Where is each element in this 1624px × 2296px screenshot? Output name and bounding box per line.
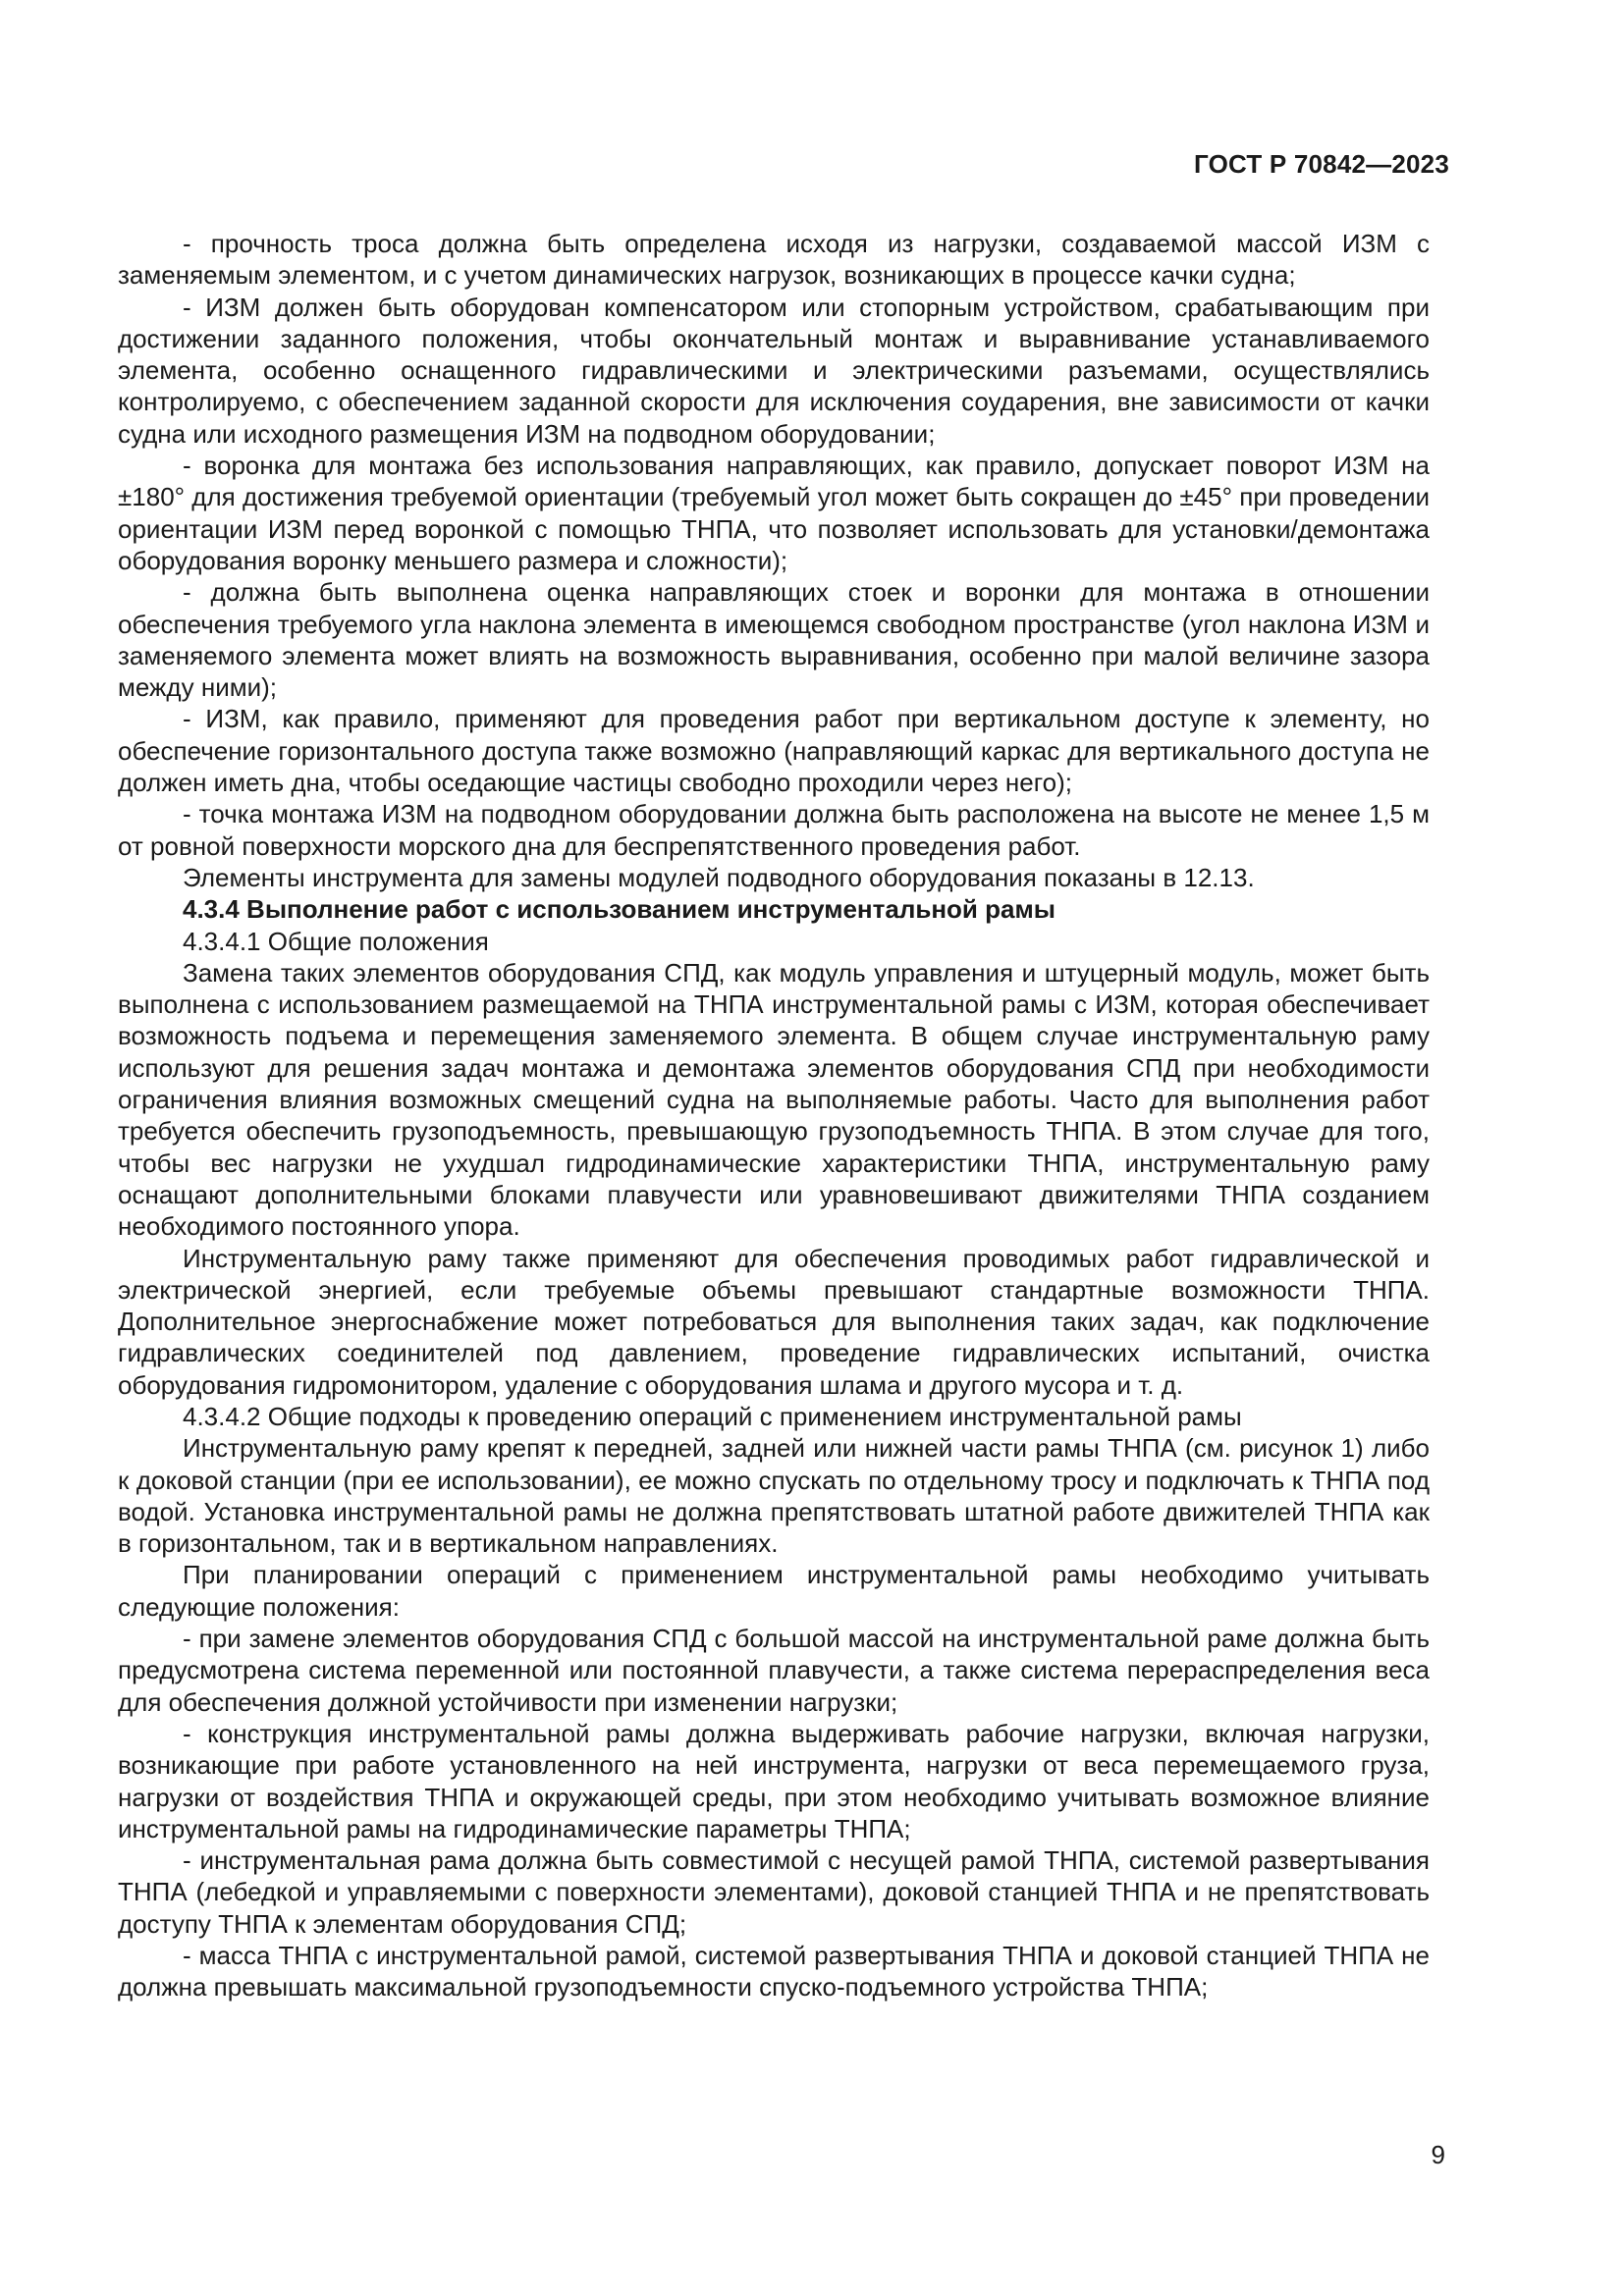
- paragraph: Элементы инструмента для замены модулей подводного оборудования показаны в 12.13.: [183, 862, 1255, 892]
- paragraph: - точка монтажа ИЗМ на подводном оборудовании должна быть расположена на высоте не менее 1,5 м от ровной поверхности морского дна для беспрепятственного проведения работ.: [118, 799, 1430, 861]
- paragraph: - должна быть выполнена оценка направляющих стоек и воронки для монтажа в отношении обеспечения требуемого угла наклона элемента в имеющемся свободном пространстве (угол наклона ИЗМ и заменяемого элемента может влиять на возможность выравнивания, особенно при малой величине зазора между ними);: [118, 577, 1430, 703]
- document-body: [118, 228, 1430, 2003]
- subsection-title: 4.3.4.2 Общие подходы к проведению операций с применением инструментальной рамы: [183, 1401, 1242, 1431]
- paragraph: Инструментальную раму также применяют для обеспечения проводимых работ гидравлической и электрической энергией, если требуемые объемы превышают стандартные возможности ТНПА. Дополнительное энергоснабжение может потребоваться для выполнения таких задач, как подключение гидравлических соединителей под давлением, проведение гидравлических испытаний, очистка оборудования гидромонитором, удаление с оборудования шлама и другого мусора и т. д.: [118, 1243, 1430, 1400]
- paragraph: - инструментальная рама должна быть совместимой с несущей рамой ТНПА, системой развертывания ТНПА (лебедкой и управляемыми с поверхности элементами), доковой станцией ТНПА и не препятствовать доступу ТНПА к элементам оборудования СПД;: [118, 1845, 1430, 1939]
- paragraph: - при замене элементов оборудования СПД с большой массой на инструментальной раме должна быть предусмотрена система переменной или постоянной плавучести, а также система перераспределения веса для обеспечения должной устойчивости при изменении нагрузки;: [118, 1624, 1430, 1717]
- paragraph: - конструкция инструментальной рамы должна выдерживать рабочие нагрузки, включая нагрузки, возникающие при работе установленного на ней инструмента, нагрузки от веса перемещаемого груза, нагрузки от воздействия ТНПА и окружающей среды, при этом необходимо учитывать возможное влияние инструментальной рамы на гидродинамические параметры ТНПА;: [118, 1718, 1430, 1843]
- standard-header: ГОСТ Р 70842—2023: [1194, 149, 1449, 179]
- paragraph: Замена таких элементов оборудования СПД, как модуль управления и штуцерный модуль, может быть выполнена с использованием размещаемой на ТНПА инструментальной рамы с ИЗМ, которая обеспечивает возможность подъема и перемещения заменяемого элемента. В общем случае инструментальную раму используют для решения задач монтажа и демонтажа элементов оборудования СПД при необходимости ограничения влияния возможных смещений судна на выполняемые работы. Часто для выполнения работ требуется обеспечить грузоподъемность, превышающую грузоподъемность ТНПА. В этом случае для того, чтобы вес нагрузки не ухудшал гидродинамические характеристики ТНПА, инструментальную раму оснащают дополнительными блоками плавучести или уравновешивают движителями ТНПА созданием необходимого постоянного упора.: [118, 957, 1430, 1242]
- section-heading: 4.3.4 Выполнение работ с использованием инструментальной рамы: [183, 894, 1056, 925]
- paragraph: - ИЗМ, как правило, применяют для проведения работ при вертикальном доступе к элементу, но обеспечение горизонтального доступа также возможно (направляющий каркас для вертикального доступа не должен иметь дна, чтобы оседающие частицы свободно проходили через него);: [118, 704, 1430, 798]
- paragraph: - ИЗМ должен быть оборудован компенсатором или стопорным устройством, срабатывающим при достижении заданного положения, чтобы окончательный монтаж и выравнивание устанавливаемого элемента, особенно оснащенного гидравлическими и электрическими разъемами, осуществлялись контролируемо, с обеспечением заданной скорости для исключения соударения, вне зависимости от качки судна или исходного размещения ИЗМ на подводном оборудовании;: [118, 292, 1430, 449]
- paragraph: При планировании операций с применением инструментальной рамы необходимо учитывать следующие положения:: [118, 1560, 1430, 1622]
- paragraph: - прочность троса должна быть определена исходя из нагрузки, создаваемой массой ИЗМ с заменяемым элементом, и с учетом динамических нагрузок, возникающих в процессе качки судна;: [118, 229, 1430, 291]
- paragraph: - воронка для монтажа без использования направляющих, как правило, допускает поворот ИЗМ на ±180° для достижения требуемой ориентации (требуемый угол может быть сокращен до ±45° при проведении ориентации ИЗМ перед воронкой с помощью ТНПА, что позволяет использовать для установки/демонтажа оборудования воронку меньшего размера и сложности);: [118, 451, 1430, 575]
- paragraph: - масса ТНПА с инструментальной рамой, системой развертывания ТНПА и доковой станцией ТНПА не должна превышать максимальной грузоподъемности спуско-подъемного устройства ТНПА;: [118, 1941, 1430, 2002]
- paragraph: Инструментальную раму крепят к передней, задней или нижней части рамы ТНПА (см. рисунок 1) либо к доковой станции (при ее использовании), ее можно спускать по отдельному тросу и подключать к ТНПА под водой. Установка инструментальной рамы не должна препятствовать штатной работе движителей ТНПА как в горизонтальном, так и в вертикальном направлениях.: [118, 1433, 1430, 1559]
- page-number: 9: [1431, 2140, 1445, 2169]
- subsection-title: 4.3.4.1 Общие положения: [183, 926, 489, 956]
